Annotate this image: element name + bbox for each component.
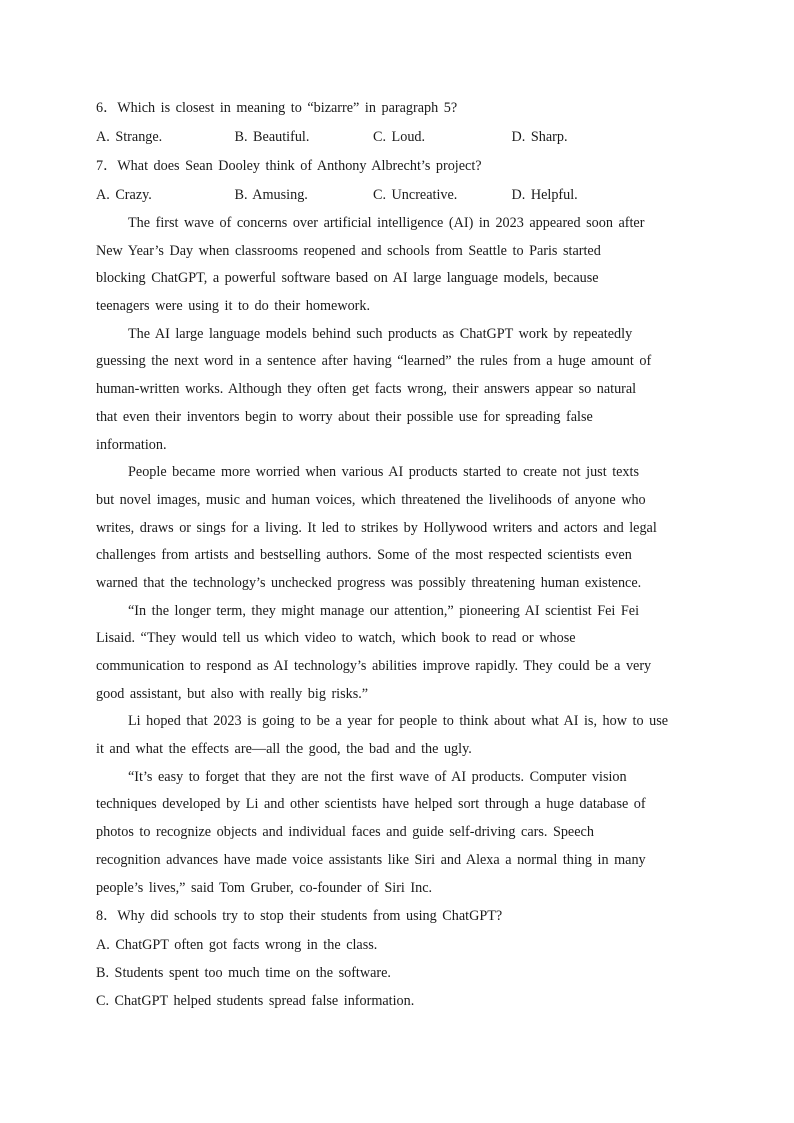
option-b: B. Beautiful. (234, 129, 310, 145)
passage-line: writes, draws or sings for a living. It led to strikes by Hollywood writers and actors and legal (96, 519, 657, 536)
passage-paragraph-6 (96, 764, 696, 902)
passage-line: people’s lives,” said Tom Gruber, co-founder of Siri Inc. (96, 879, 433, 896)
option-a: A. Strange. (96, 129, 163, 145)
passage-paragraph-2 (96, 321, 696, 459)
passage-line: it and what the effects are—all the good, the bad and the ugly. (96, 741, 472, 758)
passage-line: photos to recognize objects and individual faces and guide self-driving cars. Speech (96, 824, 594, 841)
passage-line: but novel images, music and human voices, which threatened the livelihoods of anyone who (96, 491, 646, 508)
option-b: B. Students spent too much time on the software. (96, 965, 391, 982)
passage-line: warned that the technology’s unchecked progress was possibly threatening human existence. (96, 574, 642, 591)
option-c: C. ChatGPT helped students spread false information. (96, 993, 415, 1010)
passage-line: Lisaid. “They would tell us which video to watch, which book to read or whose (96, 630, 576, 647)
passage-line: “In the longer term, they might manage our attention,” pioneering AI scientist Fei Fei (128, 602, 640, 619)
passage-line: The first wave of concerns over artificial intelligence (AI) in 2023 appeared soon after (128, 215, 645, 231)
document-page (96, 94, 696, 1015)
passage-line: that even their inventors begin to worry about their possible use for spreading false (96, 408, 593, 425)
passage-paragraph-1 (96, 210, 696, 321)
passage-line: recognition advances have made voice assistants like Siri and Alexa a normal thing in many (96, 851, 646, 868)
passage-line: guessing the next word in a sentence after having “learned” the rules from a huge amount of (96, 353, 652, 370)
passage-line: Li hoped that 2023 is going to be a year for people to think about what AI is, how to use (128, 713, 669, 730)
question-6: 6．Which is closest in meaning to “bizarre” in paragraph 5? (96, 100, 458, 116)
passage-line: People became more worried when various AI products started to create not just texts (128, 464, 639, 481)
passage-line: “It’s easy to forget that they are not the first wave of AI products. Computer vision (128, 768, 627, 785)
option-a: A. ChatGPT often got facts wrong in the class. (96, 937, 378, 954)
passage-line: good assistant, but also with really big risks.” (96, 685, 369, 702)
option-a: A. Crazy. (96, 187, 152, 203)
passage-line: human-written works. Although they often get facts wrong, their answers appear so natural (96, 381, 637, 398)
option-c: C. Loud. (373, 129, 426, 145)
passage-line: teenagers were using it to do their homework. (96, 298, 371, 315)
option-b: B. Amusing. (234, 187, 308, 203)
passage-line: information. (96, 436, 167, 453)
passage-line: blocking ChatGPT, a powerful software based on AI large language models, because (96, 270, 599, 287)
option-c: C. Uncreative. (373, 187, 458, 203)
passage-line: techniques developed by Li and other scientists have helped sort through a huge database of (96, 796, 646, 813)
passage-line: challenges from artists and bestselling authors. Some of the most respected scientists even (96, 547, 632, 564)
passage-paragraph-4 (96, 598, 696, 709)
option-d: D. Helpful. (511, 187, 578, 203)
question-8: 8．Why did schools try to stop their students from using ChatGPT? (96, 908, 503, 925)
passage-line: communication to respond as AI technology’s abilities improve rapidly. They could be a very (96, 658, 652, 674)
question-7: 7．What does Sean Dooley think of Anthony Albrecht’s project? (96, 158, 482, 174)
question-6-options (96, 123, 696, 152)
passage-line: The AI large language models behind such products as ChatGPT work by repeatedly (128, 325, 633, 342)
passage-paragraph-5 (96, 708, 696, 763)
option-d: D. Sharp. (511, 129, 568, 145)
passage-paragraph-3 (96, 459, 696, 597)
passage-line: New Year’s Day when classrooms reopened and schools from Seattle to Paris started (96, 242, 601, 259)
question-7-options (96, 181, 696, 210)
